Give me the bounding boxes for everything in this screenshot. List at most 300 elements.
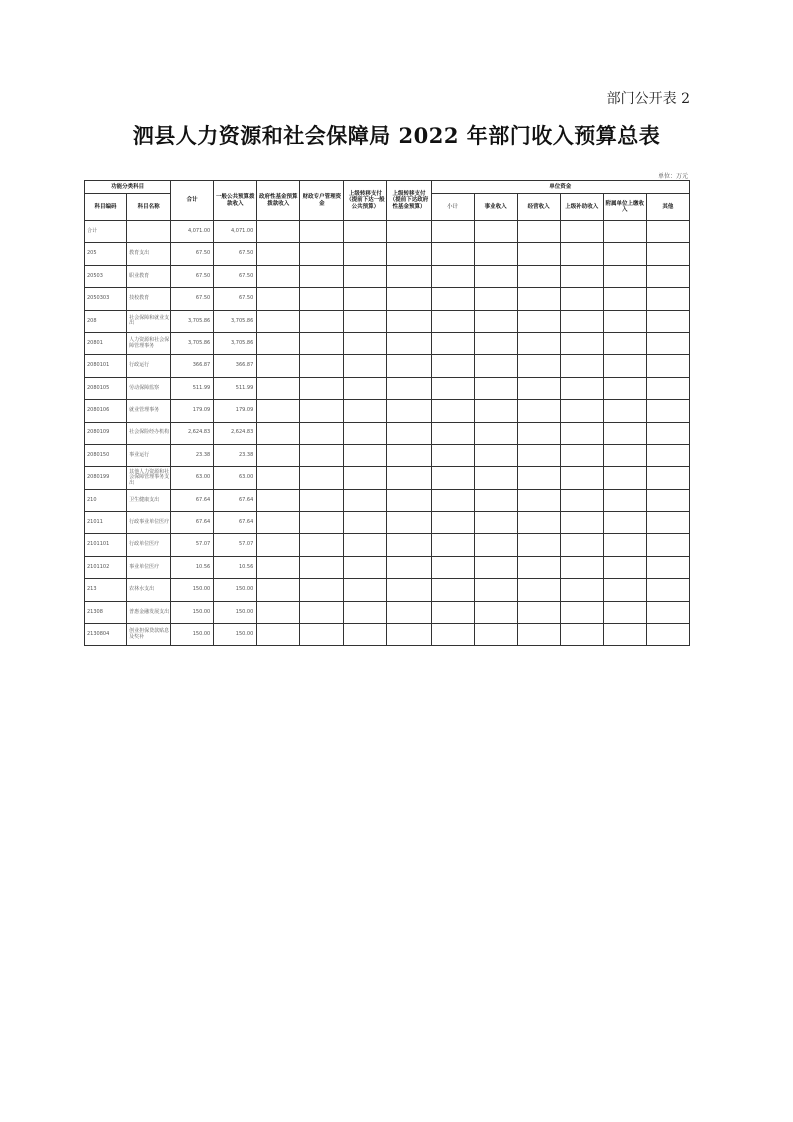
row-subtotal — [431, 355, 474, 377]
row-gov-fund — [257, 422, 300, 444]
row-name: 行政运行 — [127, 355, 171, 377]
row-superior-subsidy — [560, 556, 603, 578]
row-general-budget: 3,705.86 — [214, 310, 257, 332]
row-career-income — [474, 444, 517, 466]
header-operating-income: 经营收入 — [517, 194, 560, 221]
row-code: 21308 — [85, 601, 127, 623]
header-superior-subsidy: 上级补助收入 — [560, 194, 603, 221]
table-row — [85, 444, 690, 466]
row-fiscal-special — [300, 355, 344, 377]
table-row — [85, 512, 690, 534]
row-career-income — [474, 243, 517, 265]
row-superior-subsidy — [560, 400, 603, 422]
row-career-income — [474, 601, 517, 623]
row-superior-general — [344, 556, 387, 578]
row-total: 63.00 — [171, 467, 214, 489]
row-general-budget: 366.87 — [214, 355, 257, 377]
row-fiscal-special — [300, 377, 344, 399]
row-superior-subsidy — [560, 377, 603, 399]
row-superior-gov-fund — [387, 624, 431, 646]
row-subtotal — [431, 288, 474, 310]
row-career-income — [474, 265, 517, 287]
row-subtotal — [431, 601, 474, 623]
row-superior-general — [344, 624, 387, 646]
table-row — [85, 556, 690, 578]
row-code: 210 — [85, 489, 127, 511]
row-fiscal-special — [300, 265, 344, 287]
row-other — [646, 534, 689, 556]
row-name: 事业单位医疗 — [127, 556, 171, 578]
row-other — [646, 332, 689, 354]
row-superior-general — [344, 288, 387, 310]
row-total: 511.99 — [171, 377, 214, 399]
row-code: 2080150 — [85, 444, 127, 466]
row-name: 技校教育 — [127, 288, 171, 310]
row-affiliated-income — [603, 467, 646, 489]
row-gov-fund — [257, 332, 300, 354]
row-code: 2080105 — [85, 377, 127, 399]
table-row — [85, 355, 690, 377]
row-career-income — [474, 221, 517, 243]
table-row — [85, 310, 690, 332]
row-superior-general — [344, 601, 387, 623]
row-superior-general — [344, 579, 387, 601]
row-operating-income — [517, 355, 560, 377]
row-superior-gov-fund — [387, 355, 431, 377]
row-name: 就业管理事务 — [127, 400, 171, 422]
row-operating-income — [517, 221, 560, 243]
row-gov-fund — [257, 601, 300, 623]
row-affiliated-income — [603, 624, 646, 646]
row-gov-fund — [257, 579, 300, 601]
row-superior-gov-fund — [387, 467, 431, 489]
row-affiliated-income — [603, 489, 646, 511]
row-superior-subsidy — [560, 534, 603, 556]
row-superior-gov-fund — [387, 332, 431, 354]
row-name: 其他人力资源和社会保障管理事务支出 — [127, 467, 171, 489]
row-superior-general — [344, 355, 387, 377]
row-other — [646, 556, 689, 578]
row-other — [646, 265, 689, 287]
header-superior-gov-fund: 上级转移支付（提前下达政府性基金预算） — [387, 181, 431, 221]
row-superior-subsidy — [560, 624, 603, 646]
row-name: 社会保障和就业支出 — [127, 310, 171, 332]
row-superior-subsidy — [560, 444, 603, 466]
row-superior-gov-fund — [387, 243, 431, 265]
row-affiliated-income — [603, 243, 646, 265]
row-affiliated-income — [603, 534, 646, 556]
row-superior-gov-fund — [387, 377, 431, 399]
row-general-budget: 150.00 — [214, 624, 257, 646]
row-gov-fund — [257, 221, 300, 243]
row-affiliated-income — [603, 444, 646, 466]
row-other — [646, 355, 689, 377]
row-other — [646, 579, 689, 601]
row-gov-fund — [257, 243, 300, 265]
row-subtotal — [431, 579, 474, 601]
row-other — [646, 489, 689, 511]
header-unit-funds: 单位资金 — [431, 181, 689, 194]
row-total: 2,624.83 — [171, 422, 214, 444]
row-affiliated-income — [603, 556, 646, 578]
row-affiliated-income — [603, 221, 646, 243]
row-name — [127, 221, 171, 243]
row-code: 213 — [85, 579, 127, 601]
row-affiliated-income — [603, 310, 646, 332]
row-fiscal-special — [300, 601, 344, 623]
sheet-label: 部门公开表 2 — [606, 91, 690, 107]
row-total: 4,071.00 — [171, 221, 214, 243]
row-superior-gov-fund — [387, 288, 431, 310]
row-superior-subsidy — [560, 601, 603, 623]
row-operating-income — [517, 332, 560, 354]
row-gov-fund — [257, 534, 300, 556]
row-general-budget: 67.64 — [214, 489, 257, 511]
row-code: 合计 — [85, 221, 127, 243]
row-operating-income — [517, 534, 560, 556]
row-fiscal-special — [300, 556, 344, 578]
row-total: 67.64 — [171, 512, 214, 534]
row-operating-income — [517, 310, 560, 332]
income-budget-table — [84, 180, 690, 646]
row-other — [646, 601, 689, 623]
row-name: 社会保险经办机构 — [127, 422, 171, 444]
row-total: 150.00 — [171, 601, 214, 623]
row-fiscal-special — [300, 579, 344, 601]
row-fiscal-special — [300, 422, 344, 444]
row-subtotal — [431, 489, 474, 511]
row-fiscal-special — [300, 467, 344, 489]
row-operating-income — [517, 377, 560, 399]
row-subtotal — [431, 512, 474, 534]
header-other: 其他 — [646, 194, 689, 221]
row-code: 20801 — [85, 332, 127, 354]
row-other — [646, 310, 689, 332]
row-general-budget: 179.09 — [214, 400, 257, 422]
row-fiscal-special — [300, 243, 344, 265]
row-gov-fund — [257, 556, 300, 578]
row-operating-income — [517, 489, 560, 511]
row-affiliated-income — [603, 579, 646, 601]
row-fiscal-special — [300, 534, 344, 556]
row-name: 行政事业单位医疗 — [127, 512, 171, 534]
row-career-income — [474, 422, 517, 444]
row-gov-fund — [257, 288, 300, 310]
row-subtotal — [431, 332, 474, 354]
table-row — [85, 467, 690, 489]
row-superior-general — [344, 310, 387, 332]
row-total: 179.09 — [171, 400, 214, 422]
row-total: 67.50 — [171, 288, 214, 310]
row-superior-general — [344, 221, 387, 243]
row-general-budget: 4,071.00 — [214, 221, 257, 243]
header-gov-fund: 政府性基金预算拨款收入 — [257, 181, 300, 221]
row-code: 2130804 — [85, 624, 127, 646]
row-operating-income — [517, 444, 560, 466]
row-code: 2050303 — [85, 288, 127, 310]
row-other — [646, 221, 689, 243]
row-general-budget: 2,624.83 — [214, 422, 257, 444]
row-superior-general — [344, 265, 387, 287]
table-row — [85, 332, 690, 354]
table-row — [85, 534, 690, 556]
row-career-income — [474, 310, 517, 332]
row-total: 3,705.86 — [171, 310, 214, 332]
row-name: 劳动保障监察 — [127, 377, 171, 399]
row-other — [646, 288, 689, 310]
row-superior-subsidy — [560, 221, 603, 243]
row-operating-income — [517, 624, 560, 646]
row-career-income — [474, 512, 517, 534]
row-subtotal — [431, 221, 474, 243]
row-general-budget: 67.50 — [214, 265, 257, 287]
row-general-budget: 511.99 — [214, 377, 257, 399]
table-row — [85, 377, 690, 399]
row-name: 创业担保贷款贴息及奖补 — [127, 624, 171, 646]
row-name: 事业运行 — [127, 444, 171, 466]
row-affiliated-income — [603, 422, 646, 444]
row-fiscal-special — [300, 400, 344, 422]
row-subtotal — [431, 556, 474, 578]
header-career-income: 事业收入 — [474, 194, 517, 221]
row-superior-gov-fund — [387, 310, 431, 332]
row-general-budget: 150.00 — [214, 601, 257, 623]
row-general-budget: 67.50 — [214, 243, 257, 265]
row-other — [646, 422, 689, 444]
row-superior-general — [344, 512, 387, 534]
row-gov-fund — [257, 310, 300, 332]
row-total: 3,705.86 — [171, 332, 214, 354]
row-general-budget: 67.64 — [214, 512, 257, 534]
row-name: 教育支出 — [127, 243, 171, 265]
row-general-budget: 3,705.86 — [214, 332, 257, 354]
row-other — [646, 444, 689, 466]
row-fiscal-special — [300, 310, 344, 332]
row-name: 卫生健康支出 — [127, 489, 171, 511]
row-total: 57.07 — [171, 534, 214, 556]
row-affiliated-income — [603, 332, 646, 354]
row-other — [646, 512, 689, 534]
row-general-budget: 23.38 — [214, 444, 257, 466]
row-other — [646, 243, 689, 265]
row-superior-gov-fund — [387, 534, 431, 556]
row-code: 2080106 — [85, 400, 127, 422]
row-general-budget: 10.56 — [214, 556, 257, 578]
row-affiliated-income — [603, 355, 646, 377]
row-operating-income — [517, 556, 560, 578]
header-name: 科目名称 — [127, 194, 171, 221]
table-row — [85, 221, 690, 243]
row-affiliated-income — [603, 265, 646, 287]
row-superior-general — [344, 377, 387, 399]
row-subtotal — [431, 265, 474, 287]
row-superior-general — [344, 444, 387, 466]
row-gov-fund — [257, 512, 300, 534]
row-general-budget: 67.50 — [214, 288, 257, 310]
row-superior-subsidy — [560, 512, 603, 534]
row-superior-subsidy — [560, 332, 603, 354]
row-gov-fund — [257, 489, 300, 511]
row-operating-income — [517, 243, 560, 265]
row-superior-general — [344, 422, 387, 444]
row-subtotal — [431, 534, 474, 556]
row-subtotal — [431, 624, 474, 646]
row-superior-gov-fund — [387, 221, 431, 243]
row-total: 366.87 — [171, 355, 214, 377]
row-code: 20503 — [85, 265, 127, 287]
row-career-income — [474, 288, 517, 310]
row-gov-fund — [257, 377, 300, 399]
header-func-class: 功能分类科目 — [85, 181, 171, 194]
header-fiscal-special: 财政专户管理资金 — [300, 181, 344, 221]
row-subtotal — [431, 243, 474, 265]
row-affiliated-income — [603, 400, 646, 422]
row-code: 2080101 — [85, 355, 127, 377]
row-superior-subsidy — [560, 310, 603, 332]
row-name: 普惠金融发展支出 — [127, 601, 171, 623]
row-name: 农林水支出 — [127, 579, 171, 601]
row-fiscal-special — [300, 512, 344, 534]
row-superior-subsidy — [560, 579, 603, 601]
row-gov-fund — [257, 624, 300, 646]
row-general-budget: 57.07 — [214, 534, 257, 556]
row-name: 职业教育 — [127, 265, 171, 287]
unit-label: 单位：万元 — [657, 173, 688, 180]
row-general-budget: 63.00 — [214, 467, 257, 489]
row-career-income — [474, 489, 517, 511]
row-operating-income — [517, 400, 560, 422]
row-affiliated-income — [603, 512, 646, 534]
row-superior-subsidy — [560, 467, 603, 489]
table-row — [85, 288, 690, 310]
row-career-income — [474, 355, 517, 377]
row-career-income — [474, 400, 517, 422]
row-gov-fund — [257, 467, 300, 489]
header-affiliated-income: 附属单位上缴收入 — [603, 194, 646, 221]
row-subtotal — [431, 377, 474, 399]
row-subtotal — [431, 467, 474, 489]
row-career-income — [474, 579, 517, 601]
header-subtotal: 小计 — [431, 194, 474, 221]
header-general-budget: 一般公共预算拨款收入 — [214, 181, 257, 221]
row-subtotal — [431, 422, 474, 444]
row-career-income — [474, 467, 517, 489]
row-code: 2080109 — [85, 422, 127, 444]
row-superior-general — [344, 332, 387, 354]
row-code: 2101102 — [85, 556, 127, 578]
row-affiliated-income — [603, 601, 646, 623]
row-gov-fund — [257, 444, 300, 466]
row-code: 205 — [85, 243, 127, 265]
row-superior-subsidy — [560, 422, 603, 444]
row-superior-gov-fund — [387, 579, 431, 601]
row-fiscal-special — [300, 288, 344, 310]
row-fiscal-special — [300, 624, 344, 646]
row-fiscal-special — [300, 332, 344, 354]
row-superior-gov-fund — [387, 400, 431, 422]
row-total: 150.00 — [171, 579, 214, 601]
row-superior-gov-fund — [387, 556, 431, 578]
row-code: 2080199 — [85, 467, 127, 489]
row-superior-general — [344, 467, 387, 489]
row-superior-general — [344, 400, 387, 422]
row-superior-general — [344, 534, 387, 556]
row-general-budget: 150.00 — [214, 579, 257, 601]
row-fiscal-special — [300, 444, 344, 466]
row-operating-income — [517, 512, 560, 534]
row-operating-income — [517, 579, 560, 601]
row-superior-gov-fund — [387, 422, 431, 444]
table-row — [85, 601, 690, 623]
table-row — [85, 422, 690, 444]
row-total: 67.50 — [171, 265, 214, 287]
table-row — [85, 400, 690, 422]
row-other — [646, 377, 689, 399]
row-fiscal-special — [300, 489, 344, 511]
row-operating-income — [517, 265, 560, 287]
row-operating-income — [517, 422, 560, 444]
row-name: 人力资源和社会保障管理事务 — [127, 332, 171, 354]
row-superior-gov-fund — [387, 444, 431, 466]
row-superior-gov-fund — [387, 489, 431, 511]
row-name: 行政单位医疗 — [127, 534, 171, 556]
row-operating-income — [517, 601, 560, 623]
row-subtotal — [431, 310, 474, 332]
row-career-income — [474, 377, 517, 399]
row-total: 67.64 — [171, 489, 214, 511]
row-superior-gov-fund — [387, 601, 431, 623]
row-career-income — [474, 332, 517, 354]
row-superior-subsidy — [560, 243, 603, 265]
row-operating-income — [517, 467, 560, 489]
row-career-income — [474, 556, 517, 578]
row-superior-subsidy — [560, 288, 603, 310]
row-affiliated-income — [603, 377, 646, 399]
row-fiscal-special — [300, 221, 344, 243]
row-superior-subsidy — [560, 265, 603, 287]
row-superior-general — [344, 489, 387, 511]
row-superior-subsidy — [560, 355, 603, 377]
row-subtotal — [431, 400, 474, 422]
row-subtotal — [431, 444, 474, 466]
row-operating-income — [517, 288, 560, 310]
row-total: 23.38 — [171, 444, 214, 466]
row-superior-subsidy — [560, 489, 603, 511]
header-superior-general: 上级转移支付（提前下达一般公共预算） — [344, 181, 387, 221]
header-code: 科目编码 — [85, 194, 127, 221]
table-row — [85, 579, 690, 601]
row-other — [646, 400, 689, 422]
row-superior-general — [344, 243, 387, 265]
row-other — [646, 467, 689, 489]
header-total: 合计 — [171, 181, 214, 221]
row-superior-gov-fund — [387, 265, 431, 287]
row-superior-gov-fund — [387, 512, 431, 534]
row-code: 21011 — [85, 512, 127, 534]
row-career-income — [474, 534, 517, 556]
page-title: 泗县人力资源和社会保障局 2022 年部门收入预算总表 — [132, 123, 661, 148]
table-row — [85, 243, 690, 265]
row-code: 208 — [85, 310, 127, 332]
row-total: 150.00 — [171, 624, 214, 646]
row-other — [646, 624, 689, 646]
row-affiliated-income — [603, 288, 646, 310]
row-gov-fund — [257, 400, 300, 422]
row-total: 10.56 — [171, 556, 214, 578]
table-row — [85, 624, 690, 646]
row-gov-fund — [257, 355, 300, 377]
table-row — [85, 489, 690, 511]
